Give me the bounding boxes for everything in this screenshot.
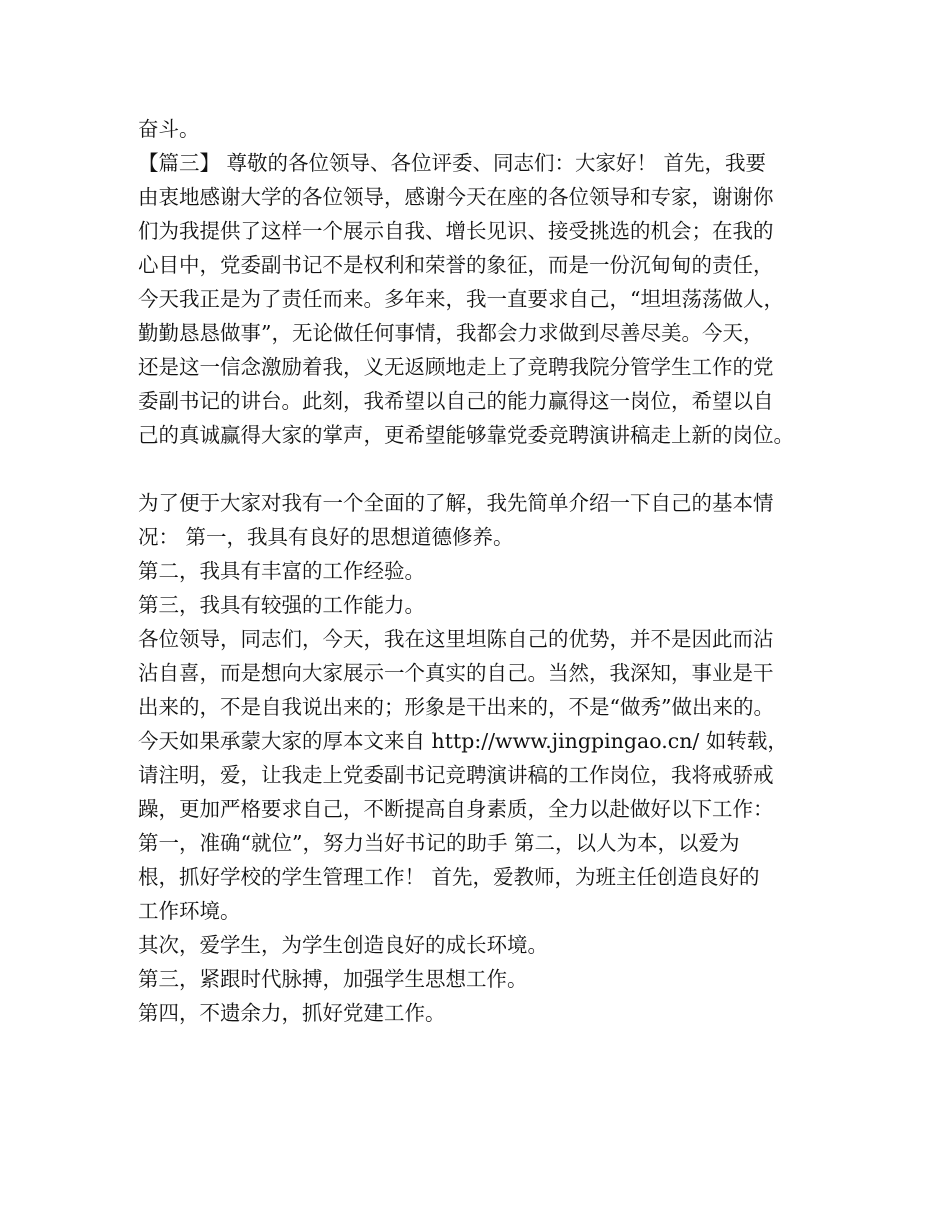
paragraph-commitment — [138, 622, 828, 928]
text-line: 由衷地感谢大学的各位领导，感谢今天在座的各位领导和专家，谢谢你 — [138, 185, 774, 209]
text-line: 躁，更加严格要求自己，不断提高自身素质，全力以赴做好以下工作： — [138, 797, 774, 821]
text-line: 今天如果承蒙大家的厚本文来自 http://www.jingpingao.cn/ 如转载， — [138, 729, 788, 753]
text-line: 委副书记的讲台。此刻，我希望以自己的能力赢得这一岗位，希望以自 — [138, 389, 774, 413]
text-line: 己的真诚赢得大家的掌声，更希望能够靠党委竞聘演讲稿走上新的岗位。 — [138, 423, 794, 447]
document-body — [138, 112, 828, 1030]
text-line: 第三，紧跟时代脉搏，加强学生思想工作。 — [138, 967, 528, 991]
paragraph-speech-intro — [138, 146, 828, 452]
text-line: 根，抓好学校的学生管理工作！ 首先，爱教师，为班主任创造良好的 — [138, 865, 760, 889]
text-line: 况： 第一，我具有良好的思想道德修养。 — [138, 525, 514, 549]
text-line: 工作环境。 — [138, 899, 241, 923]
text-line: 第二，我具有丰富的工作经验。 — [138, 559, 425, 583]
text-line: 今天我正是为了责任而来。多年来，我一直要求自己，“坦坦荡荡做人， — [138, 287, 784, 311]
text-line: 其次，爱学生，为学生创造良好的成长环境。 — [138, 933, 548, 957]
text-line: 第四，不遗余力，抓好党建工作。 — [138, 1001, 446, 1025]
paragraph-point-three — [138, 588, 828, 622]
paragraph-party-building — [138, 996, 828, 1030]
text-line: 出来的，不是自我说出来的；形象是干出来的，不是“做秀”做出来的。 — [138, 695, 774, 719]
text-line: 第三，我具有较强的工作能力。 — [138, 593, 425, 617]
text-line: 们为我提供了这样一个展示自我、增长见识、接受挑选的机会；在我的 — [138, 219, 774, 243]
text-line: 还是这一信念激励着我，义无返顾地走上了竞聘我院分管学生工作的党 — [138, 355, 774, 379]
paragraph-closing — [138, 112, 828, 146]
text-line: 【篇三】 尊敬的各位领导、各位评委、同志们：大家好！ 首先，我要 — [138, 151, 767, 175]
text-line: 请注明，爱，让我走上党委副书记竞聘演讲稿的工作岗位，我将戒骄戒 — [138, 763, 774, 787]
paragraph-point-two — [138, 554, 828, 588]
text-line: 心目中，党委副书记不是权利和荣誉的象征，而是一份沉甸甸的责任， — [138, 253, 774, 277]
paragraph-thought-work — [138, 962, 828, 996]
paragraph-gap — [138, 452, 828, 486]
text-line: 为了便于大家对我有一个全面的了解，我先简单介绍一下自己的基本情 — [138, 491, 774, 515]
text-line: 第一，准确“就位”，努力当好书记的助手 第二，以人为本，以爱为 — [138, 831, 740, 855]
text-line: 奋斗。 — [138, 117, 200, 141]
paragraph-students — [138, 928, 828, 962]
text-line: 沾自喜，而是想向大家展示一个真实的自己。当然，我深知，事业是干 — [138, 661, 774, 685]
text-line: 勤勤恳恳做事”，无论做任何事情，我都会力求做到尽善尽美。今天， — [138, 321, 764, 345]
text-line: 各位领导，同志们，今天，我在这里坦陈自己的优势，并不是因此而沾 — [138, 627, 774, 651]
paragraph-self-intro — [138, 486, 828, 554]
